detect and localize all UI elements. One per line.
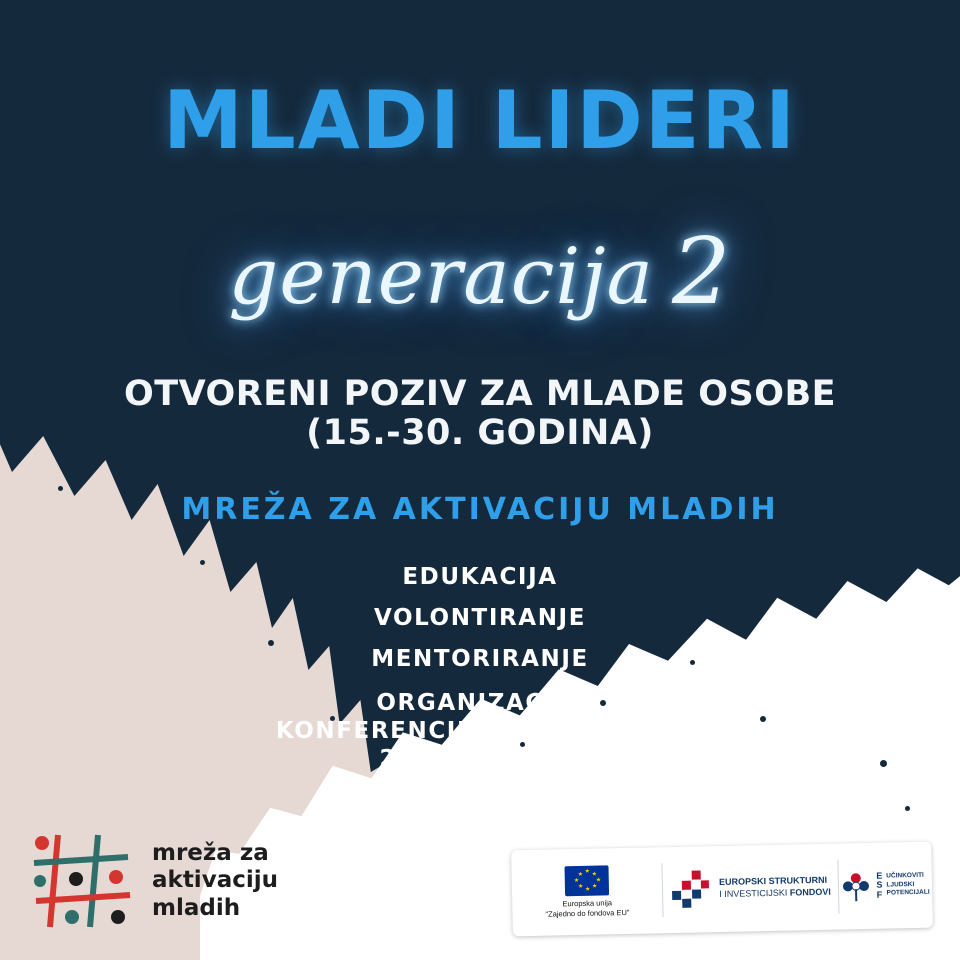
- esf-line-3: POTENCIJALI: [886, 889, 930, 897]
- list-item: MENTORIRANJE: [371, 646, 589, 672]
- eu-caption-line-1: Europska unija: [562, 898, 613, 909]
- eu-union-block: [511, 847, 663, 936]
- list-item: ORGANIZACIJA KONFERENCIJE U STUDENOM 2023. GODINE: [275, 690, 685, 773]
- script-number: 2: [672, 218, 732, 325]
- organization-logo: [28, 826, 308, 936]
- esf-letters: E S F: [876, 870, 883, 900]
- esf-block: [838, 842, 932, 930]
- esi-funds-block: [662, 844, 839, 934]
- subtitle-line-2: (15.-30. GODINA): [306, 413, 654, 454]
- esf-line-2: LJUDSKI: [886, 880, 915, 889]
- esf-flower-icon: [840, 869, 871, 904]
- activities-list: [0, 566, 960, 773]
- esi-funds-label: [719, 875, 831, 901]
- esf-program-label: [886, 872, 930, 899]
- logo-text-line-3: mladih: [152, 894, 241, 921]
- eu-caption-line-2: "Zajedno do fondova EU": [545, 907, 630, 919]
- network-heading: MREŽA ZA AKTIVACIJU MLADIH: [181, 492, 779, 527]
- generation-script-text: [0, 218, 960, 325]
- esf-line-1: UČINKOVITI: [886, 871, 924, 880]
- logo-text-line-2: aktivaciju: [152, 867, 278, 894]
- organization-name: [152, 840, 278, 921]
- page-title: MLADI LIDERI: [163, 74, 797, 167]
- esi-line-2b: FONDOVI: [789, 886, 831, 898]
- hashtag-logo-icon: [28, 829, 136, 933]
- eu-flag-icon: ★ ★ ★ ★ ★ ★ ★ ★: [564, 865, 609, 896]
- subtitle-line-1: OTVORENI POZIV ZA MLADE OSOBE: [123, 374, 837, 414]
- list-item: VOLONTIRANJE: [373, 605, 587, 631]
- subtitle: [0, 375, 960, 453]
- eu-flag-caption: [545, 898, 630, 919]
- logo-text-line-1: mreža za: [152, 840, 269, 867]
- eu-funding-bar: [511, 842, 933, 937]
- script-word: generacija: [228, 232, 655, 322]
- list-item: EDUKACIJA: [402, 564, 558, 590]
- esi-line-1: EUROPSKI STRUKTURNI: [718, 875, 828, 888]
- esi-line-2a: I INVESTICIJSKI: [719, 887, 790, 900]
- esi-funds-icon: [670, 868, 713, 911]
